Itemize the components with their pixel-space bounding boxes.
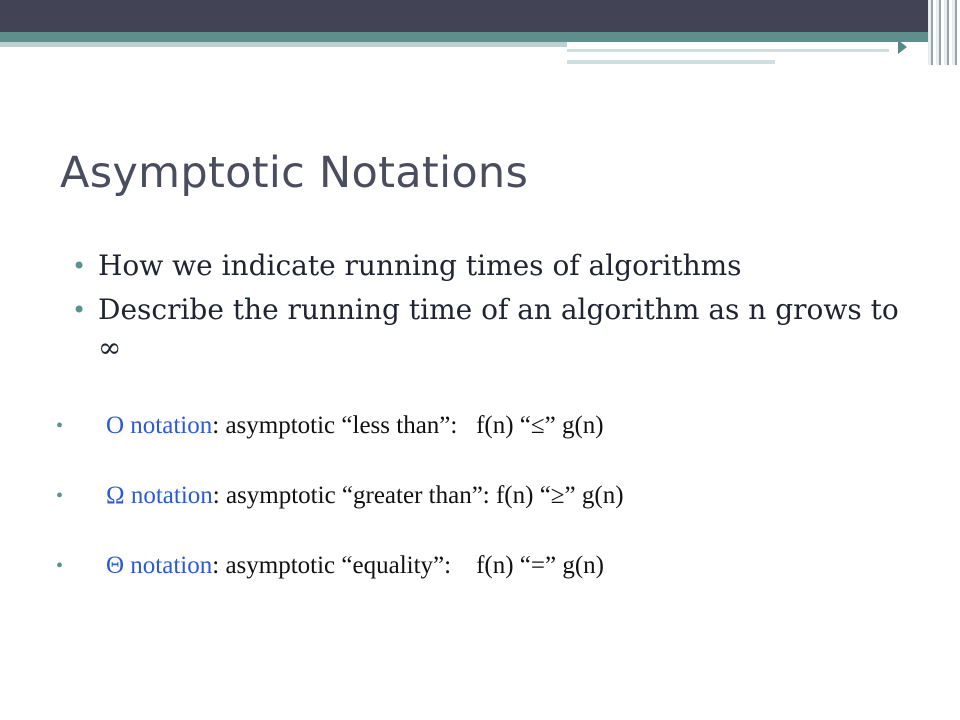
list-item <box>56 478 936 514</box>
bullet-icon: • <box>72 296 87 324</box>
main-bullet-list <box>72 247 902 373</box>
bullet-icon: • <box>56 485 64 507</box>
notation-description: : asymptotic “less than”: f(n) “≤” g(n) <box>212 412 604 439</box>
triangle-marker-icon <box>898 40 907 54</box>
list-item <box>72 291 902 367</box>
header-accent-line-short <box>567 60 775 64</box>
notation-name: O notation <box>106 412 213 439</box>
notation-name: Ω notation <box>106 482 213 509</box>
notation-description: : asymptotic “equality”: f(n) “=” g(n) <box>212 552 604 579</box>
header-band-dark <box>0 0 960 32</box>
notation-line <box>106 408 604 444</box>
list-item <box>72 247 902 285</box>
list-item <box>56 408 936 444</box>
bullet-icon: • <box>56 415 64 437</box>
bullet-icon: • <box>56 555 64 577</box>
notation-name: Θ notation <box>106 552 213 579</box>
notation-line <box>106 478 624 514</box>
header-accent-line <box>567 49 889 52</box>
notation-description: : asymptotic “greater than”: f(n) “≥” g(n) <box>212 482 624 509</box>
header-vertical-bars <box>928 0 960 65</box>
slide-title: Asymptotic Notations <box>60 148 529 198</box>
header-band-teal <box>0 32 960 42</box>
bullet-text: How we indicate running times of algorithms <box>98 249 742 282</box>
notation-line <box>106 548 604 584</box>
list-item <box>56 548 936 584</box>
bullet-icon: • <box>72 252 87 280</box>
notation-bullet-list <box>56 408 936 618</box>
bullet-text: Describe the running time of an algorithm as n grows to ∞ <box>98 293 899 364</box>
